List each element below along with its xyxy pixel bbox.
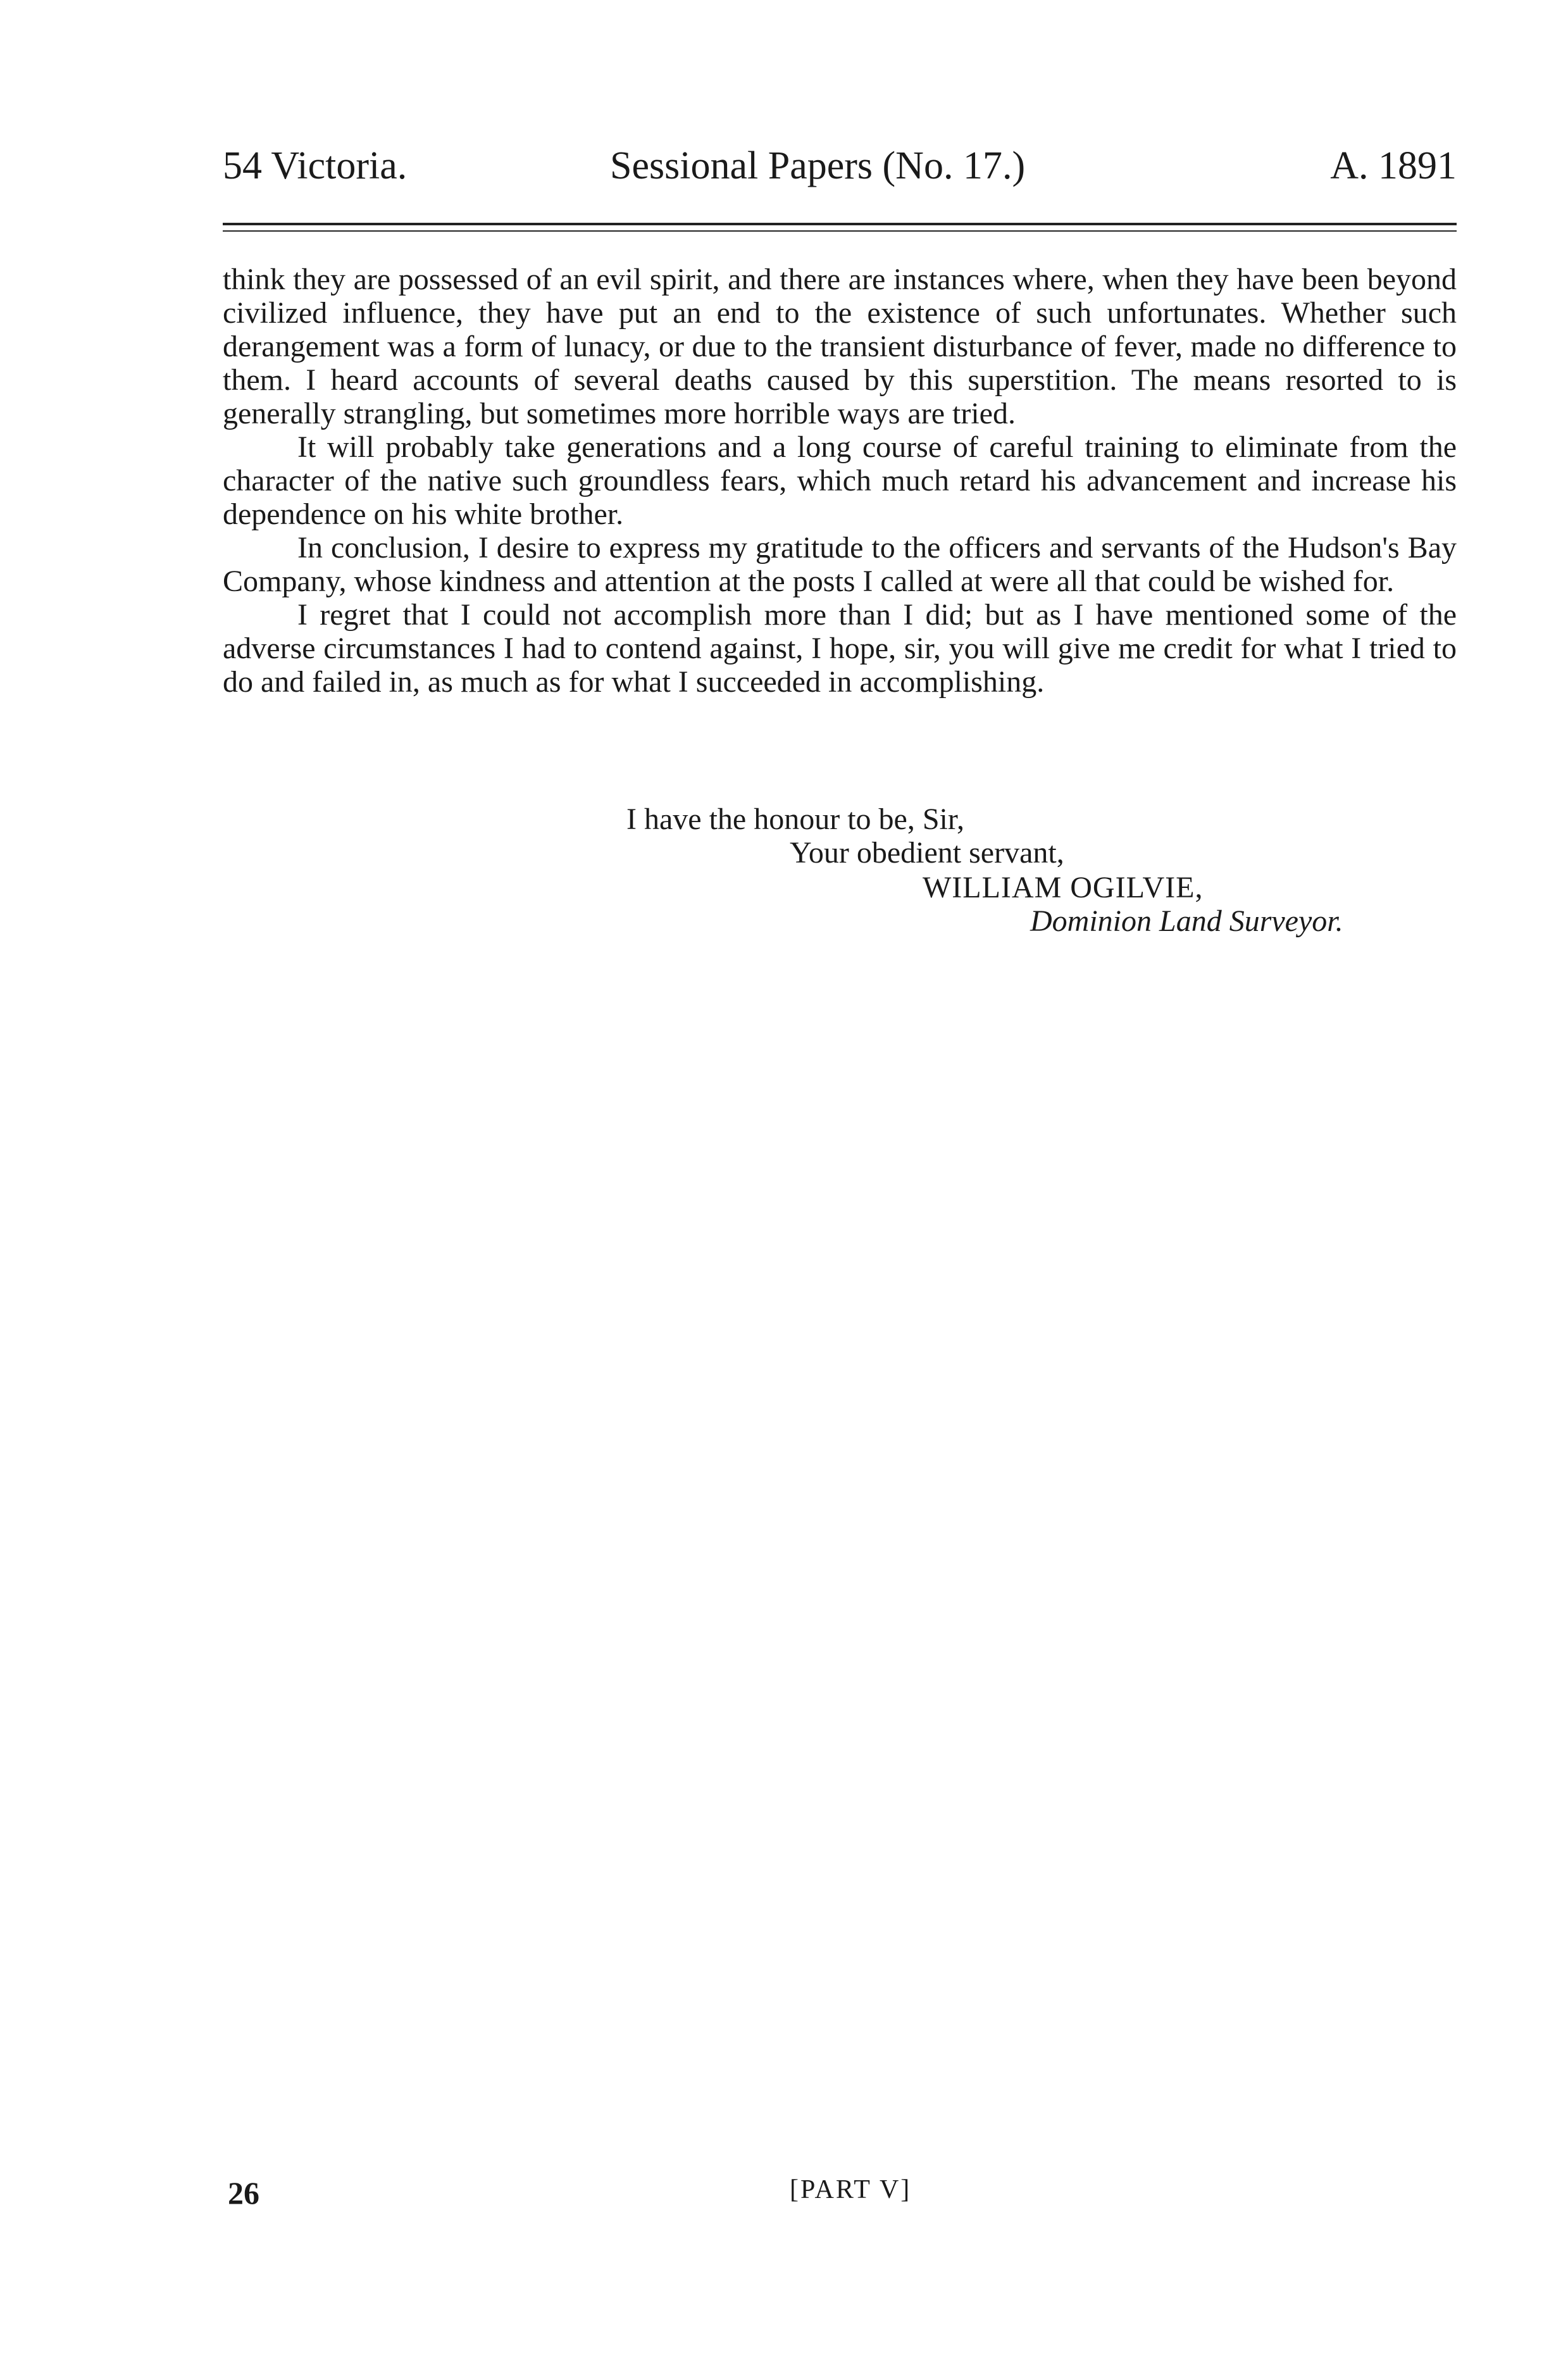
paragraph: It will probably take generations and a long course of careful training to eliminate from the character of the native such groundless fears, which much retard his advancement and increase his dependence on his white brother.: [223, 430, 1457, 531]
paragraph: I regret that I could not accomplish more than I did; but as I have mentioned some of the adverse circumstances I had to contend against, I hope, sir, you will give me credit for what I tried to do and failed in, as much as for what I succeeded in accomplishing.: [223, 598, 1457, 699]
paragraph-continued: think they are possessed of an evil spirit, and there are instances where, when they have been beyond civilized influence, they have put an end to the existence of such unfortunates. Whether such derangement was a form of lunacy, or due to the transient disturbance of fever, made no difference to them. I heard accounts of several deaths caused by this superstition. The means resorted to is generally strangling, but sometimes more horrible ways are tried.: [223, 263, 1457, 430]
signature-title: Dominion Land Surveyor.: [1030, 904, 1343, 938]
paragraph: In conclusion, I desire to express my gratitude to the officers and servants of the Hudson's Bay Company, whose kindness and attention at the posts I called at were all that could be wished for.: [223, 531, 1457, 598]
signature-name: WILLIAM OGILVIE,: [923, 871, 1204, 904]
closing-valediction: Your obedient servant,: [790, 836, 1064, 870]
part-label: [PART V]: [790, 2175, 912, 2204]
header-rule-thick: [223, 223, 1457, 225]
header-publication: Sessional Papers (No. 17.): [610, 144, 1026, 187]
running-header: [223, 140, 1457, 191]
header-year: A. 1891: [1330, 144, 1457, 187]
header-regnal-year: 54 Victoria.: [223, 144, 408, 187]
page-number: 26: [228, 2175, 259, 2211]
closing-salutation: I have the honour to be, Sir,: [626, 802, 964, 836]
header-rule-thin: [223, 230, 1457, 232]
body-text: [223, 263, 1457, 699]
